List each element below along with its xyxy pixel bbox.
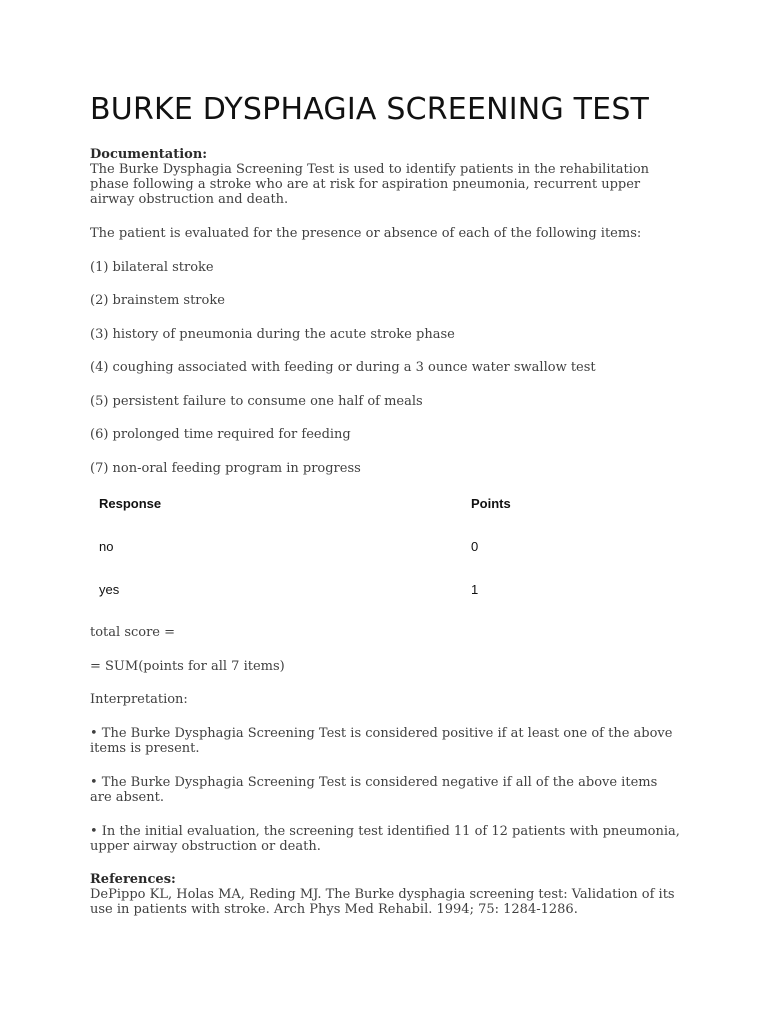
interpretation-item-3: • In the initial evaluation, the screening test identified 11 of 12 patients with pneumonia, upper airway obstruction or death. — [90, 824, 680, 854]
list-item-5: (5) persistent failure to consume one half of meals — [90, 394, 423, 409]
response-cell: no — [99, 539, 114, 554]
references-label: References: — [90, 872, 176, 887]
points-cell: 1 — [471, 582, 479, 597]
reference-citation: DePippo KL, Holas MA, Reding MJ. The Burke dysphagia screening test: Validation of its use in patients with stroke. Arch Phys Med Rehabil. 1994; 75: 1284-1286. — [90, 887, 675, 917]
list-item-7: (7) non-oral feeding program in progress — [90, 461, 361, 476]
table-row — [99, 539, 680, 582]
response-cell: yes — [99, 582, 120, 597]
intro-text: The patient is evaluated for the presence or absence of each of the following items: — [90, 226, 642, 241]
documentation-label: Documentation: — [90, 147, 208, 162]
total-score-label: total score = — [90, 625, 176, 640]
list-item-3: (3) history of pneumonia during the acute stroke phase — [90, 327, 455, 342]
points-table — [99, 496, 680, 625]
list-item-2: (2) brainstem stroke — [90, 293, 225, 308]
documentation-text: The Burke Dysphagia Screening Test is used to identify patients in the rehabilitation phase following a stroke who are at risk for aspiration pneumonia, recurrent upper airway obstruction and death. — [90, 162, 650, 207]
points-cell: 0 — [471, 539, 479, 554]
header-points: Points — [471, 496, 511, 511]
interpretation-item-1: • The Burke Dysphagia Screening Test is considered positive if at least one of the above items is present. — [90, 726, 673, 756]
interpretation-label: Interpretation: — [90, 692, 188, 707]
list-item-1: (1) bilateral stroke — [90, 260, 214, 275]
references-section — [90, 872, 680, 917]
header-response: Response — [99, 496, 162, 511]
list-item-4: (4) coughing associated with feeding or during a 3 ounce water swallow test — [90, 360, 596, 375]
total-score-formula: = SUM(points for all 7 items) — [90, 659, 285, 674]
table-header-row — [99, 496, 680, 539]
documentation-section — [90, 147, 680, 207]
page-title: BURKE DYSPHAGIA SCREENING TEST — [90, 92, 650, 127]
interpretation-item-2: • The Burke Dysphagia Screening Test is considered negative if all of the above items are absent. — [90, 775, 658, 805]
list-item-6: (6) prolonged time required for feeding — [90, 427, 351, 442]
table-row — [99, 582, 680, 625]
